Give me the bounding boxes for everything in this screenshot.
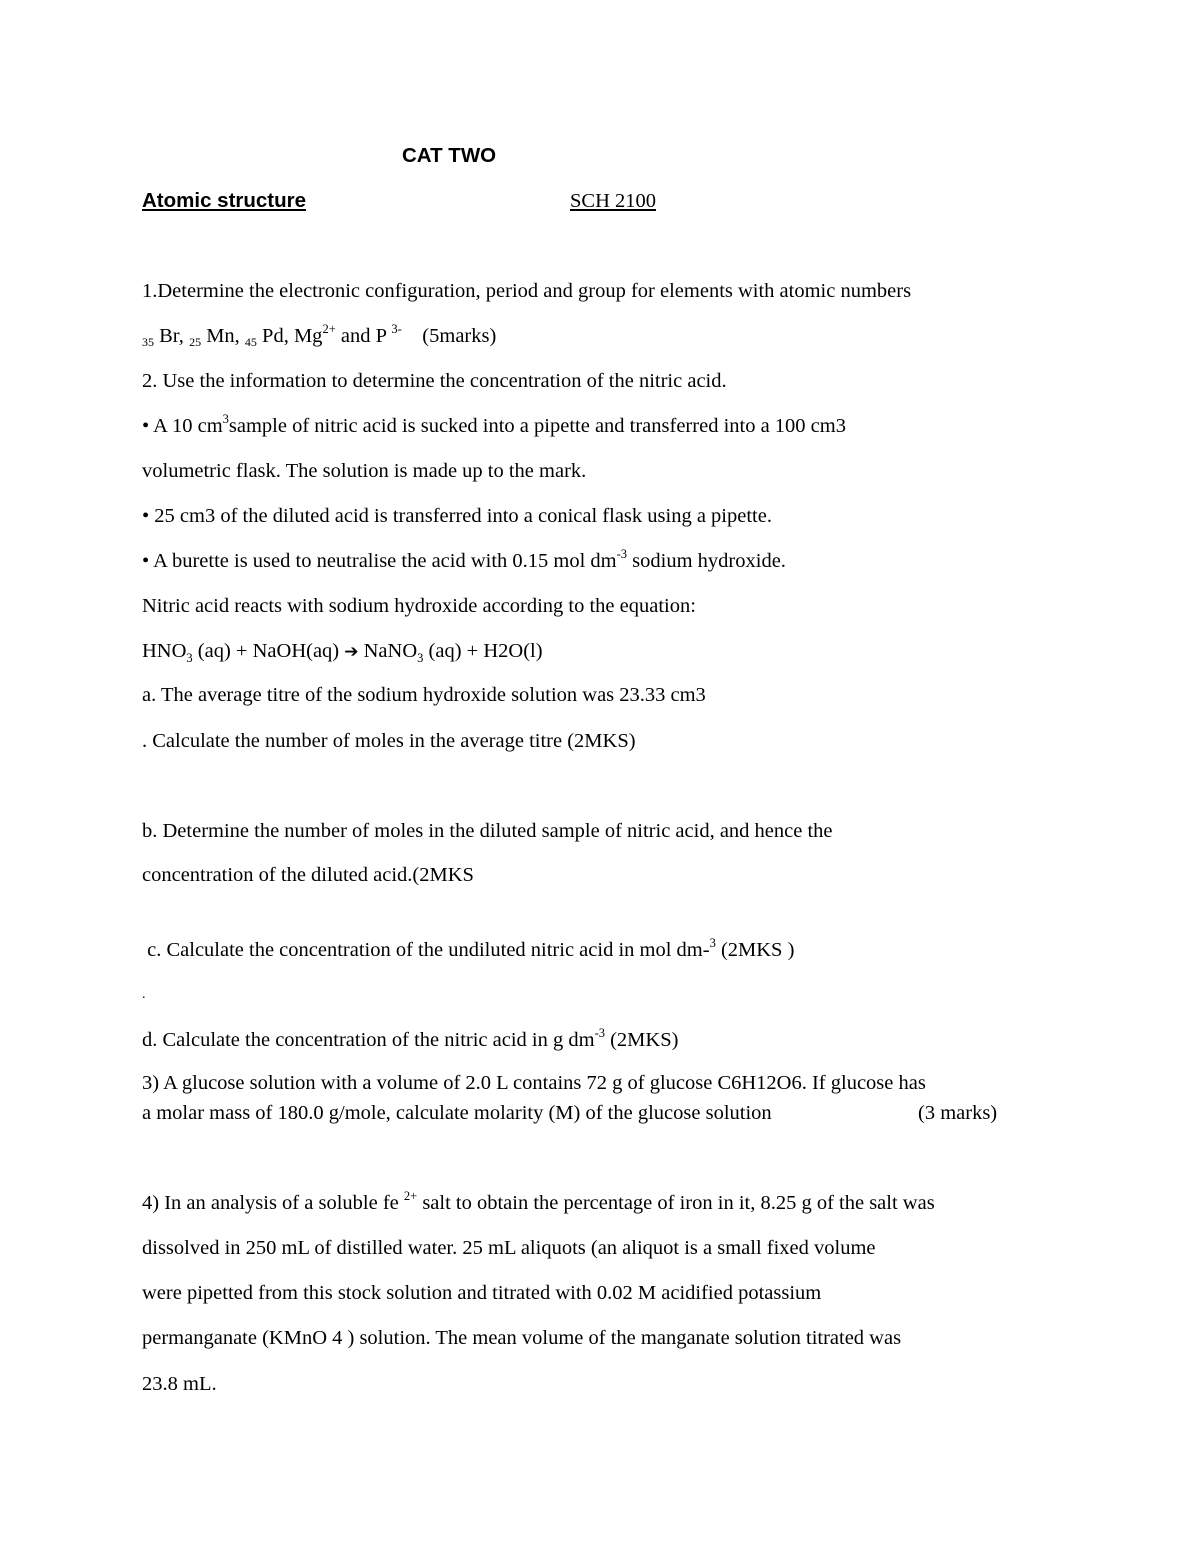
q2d [142, 1028, 678, 1052]
q4-line1-a: 4) In an analysis of a soluble fe [142, 1192, 404, 1214]
q1-text-line2 [142, 324, 496, 350]
atomic-number-br: 35 [142, 335, 154, 349]
q1-text-line1: 1.Determine the electronic configuration, period and group for elements with atomic numbers [142, 280, 912, 302]
subject-heading: Atomic structure [142, 189, 307, 212]
q2-bullet1-a: • A 10 cm [142, 415, 223, 437]
q3-marks: (3 marks) [918, 1102, 998, 1124]
q2c [142, 938, 794, 962]
q2b-line2: concentration of the diluted acid.(2MKS [142, 864, 474, 886]
atomic-number-pd: 45 [244, 335, 257, 349]
q2d-b: (2MKS) [604, 1029, 679, 1051]
arrow-icon: ➔ [344, 642, 359, 662]
symbol-mn: Mn, [201, 325, 245, 347]
mg-charge: 2+ [322, 322, 336, 336]
and-p: and P [335, 325, 392, 347]
q2-bullet3-a: • A burette is used to neutralise the acid with 0.15 mol dm [142, 550, 617, 572]
eq-sub-2: 3 [417, 651, 424, 665]
course-code: SCH 2100 [570, 190, 657, 212]
q2-bullet3 [142, 549, 786, 573]
q2-bullet1-b: sample of nitric acid is sucked into a pipette and transferred into a 100 cm3 [228, 415, 846, 437]
q3-line1: 3) A glucose solution with a volume of 2.0 L contains 72 g of glucose C6H12O6. If glucose has [142, 1072, 926, 1094]
q2-bullet1 [142, 414, 846, 438]
atomic-number-mn: 25 [189, 335, 202, 349]
q2c-a: c. Calculate the concentration of the undiluted nitric acid in mol dm- [142, 939, 710, 961]
eq-sub-1: 3 [186, 651, 193, 665]
symbol-br: Br, [154, 325, 190, 347]
q4-line4: permanganate (KMnO 4 ) solution. The mean volume of the manganate solution titrated was [142, 1327, 902, 1349]
q2-bullet1-cont: volumetric flask. The solution is made up to the mark. [142, 460, 587, 482]
p-charge: 3- [391, 322, 402, 336]
q2d-a: d. Calculate the concentration of the nitric acid in g dm [142, 1029, 595, 1051]
q4-charge: 2+ [403, 1189, 418, 1203]
q2c-b: (2MKS ) [715, 939, 795, 961]
eq-hno: HNO [142, 640, 187, 662]
q2b-line1: b. Determine the number of moles in the diluted sample of nitric acid, and hence the [142, 820, 833, 842]
equation-intro: Nitric acid reacts with sodium hydroxide according to the equation: [142, 595, 696, 617]
q2-bullet1-sup: 3 [222, 412, 229, 426]
chemical-equation [142, 639, 543, 664]
q4-line2: dissolved in 250 mL of distilled water. 25 mL aliquots (an aliquot is a small fixed volume [142, 1237, 876, 1259]
eq-reactants: (aq) + NaOH(aq) [192, 640, 345, 662]
q4-line3: were pipetted from this stock solution and titrated with 0.02 M acidified potassium [142, 1282, 822, 1304]
q2-bullet3-b: sodium hydroxide. [627, 550, 786, 572]
stray-dot: . [142, 987, 146, 1002]
q2c-sup: 3 [709, 936, 716, 950]
symbol-pd-mg: Pd, Mg [256, 325, 323, 347]
eq-nano: NaNO [358, 640, 418, 662]
q4-line1-b: salt to obtain the percentage of iron in it, 8.25 g of the salt was [417, 1192, 935, 1214]
q2a-line1: a. The average titre of the sodium hydroxide solution was 23.33 cm3 [142, 684, 706, 706]
q2-bullet3-sup: -3 [616, 547, 628, 561]
q2d-sup: -3 [594, 1026, 605, 1040]
q3-line2: a molar mass of 180.0 g/mole, calculate molarity (M) of the glucose solution [142, 1102, 772, 1124]
q1-marks: (5marks) [401, 325, 497, 347]
page-title: CAT TWO [402, 144, 497, 167]
q4-line1 [142, 1191, 935, 1215]
q2a-line2: . Calculate the number of moles in the average titre (2MKS) [142, 730, 636, 752]
q2-bullet2: • 25 cm3 of the diluted acid is transferred into a conical flask using a pipette. [142, 505, 772, 527]
q4-line5: 23.8 mL. [142, 1373, 217, 1395]
eq-products: (aq) + H2O(l) [423, 640, 543, 662]
q2-intro: 2. Use the information to determine the concentration of the nitric acid. [142, 370, 727, 392]
